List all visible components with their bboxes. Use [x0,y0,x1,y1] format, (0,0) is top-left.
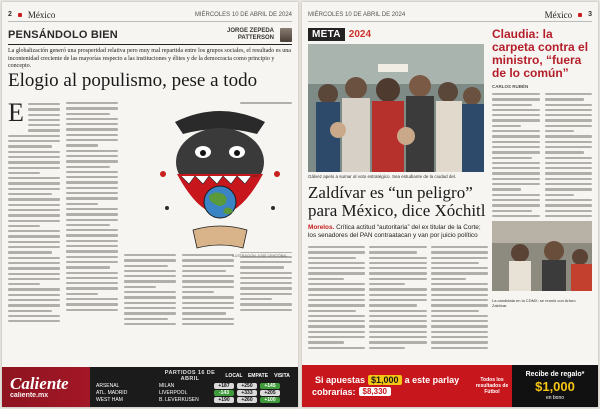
cartoon-illustration [145,104,295,252]
parlay-line-2 [312,387,472,397]
sidebar-body [492,93,592,217]
caliente-url: caliente.mx [10,391,49,399]
article-headline: Zaldívar es “un peligro” para México, dice Xóchitl [308,183,486,220]
parlay-win-prefix: cobrarías: [312,387,356,397]
right-date: MIÉRCOLES 10 DE ABRIL DE 2024 [308,11,406,18]
right-page [302,2,598,407]
odds-draw[interactable]: +260 [237,397,257,403]
away-team: B. LEVERKUSEN [159,397,199,403]
odds-away[interactable]: +100 [260,397,280,403]
odds-draw[interactable]: +250 [237,383,257,389]
away-team: LIVERPOOL [159,390,188,396]
photo-caption: Gálvez apelo a sumar al voto estratégico. Sea estudiante de la ciudad del. [308,174,457,179]
sidebar-story [492,28,592,359]
odds-col-draw: EMPATE [247,373,269,379]
home-team: ARSENAL [96,383,120,389]
right-page-number: 3 [588,11,592,18]
right-body-column-3 [431,246,488,359]
meta-label: META [308,28,345,41]
bonus-note: en bono [545,395,565,401]
caliente-logo: Caliente [10,373,69,393]
caliente-ad[interactable] [2,367,298,407]
odds-home[interactable]: +187 [214,383,234,389]
caliente-brand-block [2,367,90,407]
bonus-title: Recibe de regalo* [525,371,585,378]
parlay-ad[interactable] [302,365,598,407]
parlay-payout: $8,330 [359,387,391,396]
odds-col-local: LOCAL [225,373,243,379]
article-dek [308,224,488,240]
odds-home[interactable]: +190 [214,397,234,403]
parlay-stake: $1,000 [368,375,402,385]
column-title: PENSÁNDOLO BIEN [8,29,118,41]
illustration-credit: ILUSTRACIÓN: JOSÉ CRISTÓBAL [232,254,288,258]
odds-away[interactable]: +205 [260,390,280,396]
odds-row [96,397,292,403]
parlay-line-1 [312,375,472,385]
drop-cap: E [8,98,24,127]
odds-header: PARTIDOS 16 DE ABRIL [164,370,216,382]
sidebar-headline: Claudia: la carpeta contra el ministro, “fuera de lo común” [492,27,589,80]
right-article-body [308,246,488,359]
right-body-column-2 [369,246,426,359]
sidebar-photo-caption: La candidata en la CDMX; se reunió con Arturo Zaldívar. [492,298,576,309]
odds-header-row [96,370,292,382]
article-headline: Elogio al populismo, pese a todo [8,70,258,91]
home-team: ATL. MADRID [96,390,128,396]
odds-home[interactable]: -143 [214,390,234,396]
dek-text: Crítica actitud “autoritaria” del ex titular de la Corte; los senadores del PAN contraatacan y van por juicio político [308,224,481,239]
parlay-prefix: Si apuestas [315,375,366,385]
page-flag-icon [18,13,22,17]
left-date: MIÉRCOLES 10 DE ABRIL DE 2024 [194,11,292,18]
column-header [8,28,292,42]
body-column-2 [66,102,118,401]
header-rule [8,44,292,45]
left-section-name: México [27,9,56,20]
right-body-column-1 [308,246,365,359]
bonus-amount: $1,000 [535,379,575,394]
parlay-mid-text: Todos los resultados de Fútbol [475,377,509,395]
dek-kicker: Morelos. [308,224,335,231]
left-running-head [8,8,292,22]
crowd-photo [308,44,484,172]
odds-col-away: VISITA [274,373,290,379]
author-avatar [280,28,292,42]
column-author: JORGE ZEPEDA PATTERSON [226,28,274,41]
away-team: MILAN [159,383,175,389]
bonus-block[interactable] [512,365,598,407]
home-team: WEST HAM [96,397,123,403]
right-running-head [308,8,592,22]
body-column-1 [8,98,60,401]
odds-table [90,367,298,407]
page-flag-icon [578,13,582,17]
left-page-number: 2 [8,11,12,18]
odds-row [96,383,292,389]
sidebar-byline: CARLOS RUBÉN [492,84,529,89]
meta-year: 2024 [348,29,372,40]
left-page [2,2,298,407]
odds-draw[interactable]: +333 [237,390,257,396]
article-dek: La globalización generó una prosperidad relativa pero muy mal repartida entre los grupos sociales, el resultado es una incontenidad creciente de las mayorías respecto a las instituciones y élites y de la democracia como principio y concepto. [8,48,291,70]
odds-row [96,390,292,396]
portrait-photo [492,221,592,291]
parlay-suffix: a este parlay [404,375,460,385]
parlay-offer [302,375,472,397]
meta-2024-badge [308,28,371,41]
odds-away[interactable]: +145 [260,383,280,389]
right-section-name: México [544,9,573,20]
